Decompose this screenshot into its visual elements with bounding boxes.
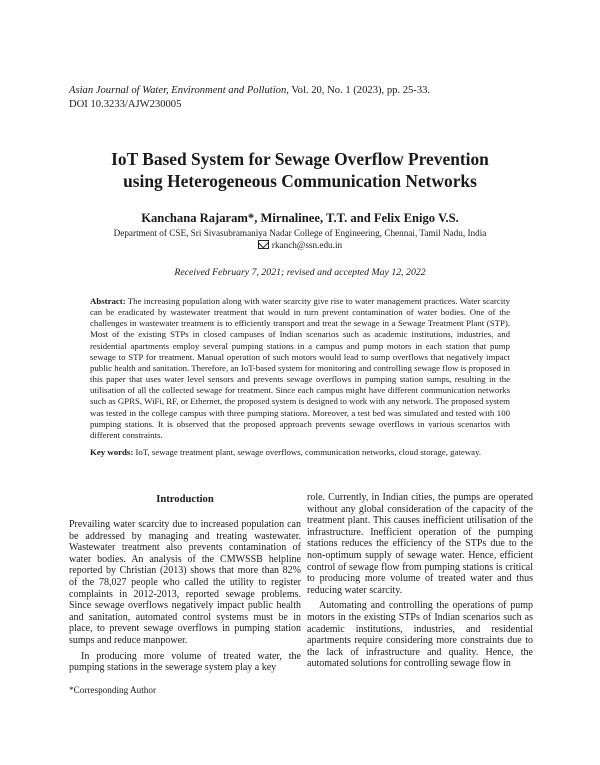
section-heading-introduction: Introduction (156, 494, 214, 505)
keywords-text: IoT, sewage treatment plant, sewage overflows, communication networks, cloud storage, gateway. (133, 447, 482, 457)
affiliation: Department of CSE, Sri Sivasubramaniya Nadar College of Engineering, Chennai, Tamil Nadu, India (113, 228, 487, 238)
left-column (69, 519, 301, 674)
corresponding-author-footnote: *Corresponding Author (69, 685, 157, 695)
paper-title (60, 148, 540, 192)
received-dates: Received February 7, 2021; revised and accepted May 12, 2022 (174, 267, 426, 278)
doi: DOI 10.3233/AJW230005 (69, 99, 182, 110)
intro-paragraph-4: Automating and controlling the operations of pump motors in the existing STPs of Indian scenarios such as academic institutions, industries, and residential apartments require considering more constraints due to the lack of infrastructure and quality. Hence, the automated solutions for controlling sewage flow in (307, 600, 533, 670)
email-line (60, 240, 540, 252)
keywords-label: Key words: (90, 447, 134, 457)
abstract-label: Abstract: (90, 296, 126, 306)
journal-citation (69, 84, 549, 97)
intro-paragraph-1: Prevailing water scarcity due to increased population can be addressed by managing and treating wastewater. Wastewater treatment also prevents contamination of water bodies. An analysis of the CMWSSB helpline reported by Christian (2013) shows that more than 82% of the 78,027 people who called the utility to register complaints in 2012-2013, reported sewage problems. Since sewage overflows negatively impact public health and sanitation, automated control systems must be in place, to prevent sewage overflows in pumping station sumps and reduce manpower. (69, 519, 301, 646)
abstract-text: The increasing population along with water scarcity give rise to water management practices. Water scarcity can be eradicated by wastewater treatment that would in turn prevent contamination of water bodies. One of the challenges in wastewater treatment is to efficiently transport and treat the sewage in a Sewage Treatment Plant (STP). Most of the existing STPs in closed campuses of Indian scenarios such as academic institutions, industries, and residential apartments employ several pumping stations in a campus and pump motors in each station that pump sewage to STP for treatment. Manual operation of such motors would lead to sump overflows that negatively impact public health and sanitation. Therefore, an IoT-based system for monitoring and controlling sewage flow is proposed in this paper that uses water level sensors and prevents sewage overflows in pumping station sumps, resulting in the utilisation of all the collected sewage for treatment. Since each campus might have different communication networks such as GPRS, WiFi, RF, or Ethernet, the proposed system is designed to work with any network. The proposed system was tested in the college campus with three pumping stations. Moreover, a test bed was simulated and tested with 100 pumping stations. It is observed that the proposed approach prevents sewage overflows in various scenarios with different constraints. (90, 296, 510, 440)
intro-paragraph-3: role. Currently, in Indian cities, the pumps are operated without any global consideration of the capacity of the treatment plant. This causes inefficient utilisation of the infrastructure. Inefficient operation of the pumping stations reduces the efficiency of the STPs due to the non-optimum supply of sewage water. Hence, efficient control of sewage flow from pumping stations is critical to producing more volume of treated water and thus reducing water scarcity. (307, 492, 533, 596)
abstract (90, 296, 510, 441)
intro-paragraph-2: In producing more volume of treated water, the pumping stations in the sewerage system play a key (69, 650, 301, 674)
title-line-1: IoT Based System for Sewage Overflow Prevention (111, 149, 489, 169)
keywords (90, 447, 520, 458)
right-column (307, 492, 533, 670)
journal-name: Asian Journal of Water, Environment and Pollution, (69, 85, 289, 96)
author-email[interactable]: rkanch@ssn.edu.in (271, 240, 343, 250)
journal-details: Vol. 20, No. 1 (2023), pp. 25-33. (288, 85, 431, 96)
envelope-icon (258, 240, 269, 249)
title-line-2: using Heterogeneous Communication Networks (123, 171, 477, 191)
authors: Kanchana Rajaram*, Mirnalinee, T.T. and Felix Enigo V.S. (141, 211, 459, 225)
